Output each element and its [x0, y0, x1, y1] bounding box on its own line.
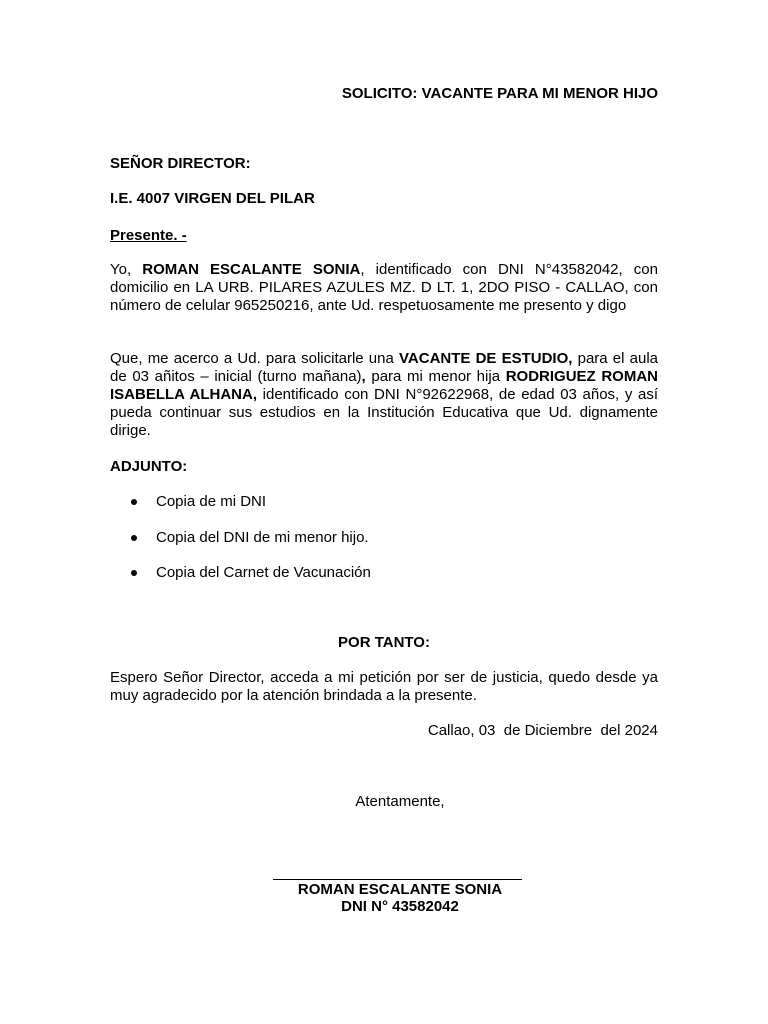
request-comma: , — [361, 368, 366, 385]
signature-dni: DNI N° 43582042 — [341, 898, 459, 915]
attachments-list — [130, 493, 371, 600]
subject-line: SOLICITO: VACANTE PARA MI MENOR HIJO — [341, 85, 658, 102]
list-item — [130, 493, 371, 529]
school-name: I.E. 4007 VIRGEN DEL PILAR — [110, 190, 315, 207]
request-text-3: para mi menor hija — [365, 368, 506, 385]
bullet-icon — [131, 499, 137, 505]
letter-page — [110, 0, 658, 1024]
bullet-icon — [131, 570, 137, 576]
attachment-label: Copia del DNI de mi menor hijo. — [156, 528, 369, 546]
attachment-label: Copia de mi DNI — [156, 493, 267, 510]
attachments-heading: ADJUNTO: — [110, 458, 188, 475]
request-vacancy: VACANTE DE ESTUDIO, — [399, 350, 573, 367]
applicant-name: ROMAN ESCALANTE SONIA — [142, 261, 361, 278]
introduction-paragraph — [110, 261, 658, 315]
request-text-1: Que, me acerco a Ud. para solicitarle una — [110, 350, 400, 367]
request-text-4: identificado con DNI N°92622968, de edad 03 años, y así pueda continuar sus estudios en la Institución Educativa que Ud. dignamente dirige. — [110, 386, 659, 439]
request-text-2: para el aula de 03 añitos – inicial (turno mañana) — [110, 350, 659, 385]
list-item — [130, 529, 371, 565]
greeting: Presente. - — [110, 227, 187, 244]
intro-text-2: , identificado con DNI N°43582042, con domicilio en LA URB. PILARES AZULES MZ. D LT. 1, 2DO PISO - CALLAO, con número de celular 965250216, ante Ud. respetuosamente me presento y digo — [110, 261, 658, 314]
closing-salutation: Atentamente, — [355, 793, 445, 810]
date-line: Callao, 03 de Diciembre del 2024 — [427, 722, 658, 739]
addressee: SEÑOR DIRECTOR: — [110, 155, 251, 172]
closing-paragraph: Espero Señor Director, acceda a mi petición por ser de justicia, quedo desde ya muy agradecido por la atención brindada a la presente. — [110, 669, 658, 704]
conclusion-heading: POR TANTO: — [338, 634, 430, 651]
intro-text-1: Yo, — [110, 261, 143, 278]
attachment-label: Copia del Carnet de Vacunación — [156, 564, 371, 581]
list-item — [130, 564, 371, 600]
bullet-icon — [131, 535, 137, 541]
signature-name: ROMAN ESCALANTE SONIA — [297, 881, 503, 898]
signature-line — [273, 879, 522, 880]
child-name: RODRIGUEZ ROMAN ISABELLA ALHANA, — [110, 368, 658, 403]
request-paragraph — [110, 350, 658, 440]
